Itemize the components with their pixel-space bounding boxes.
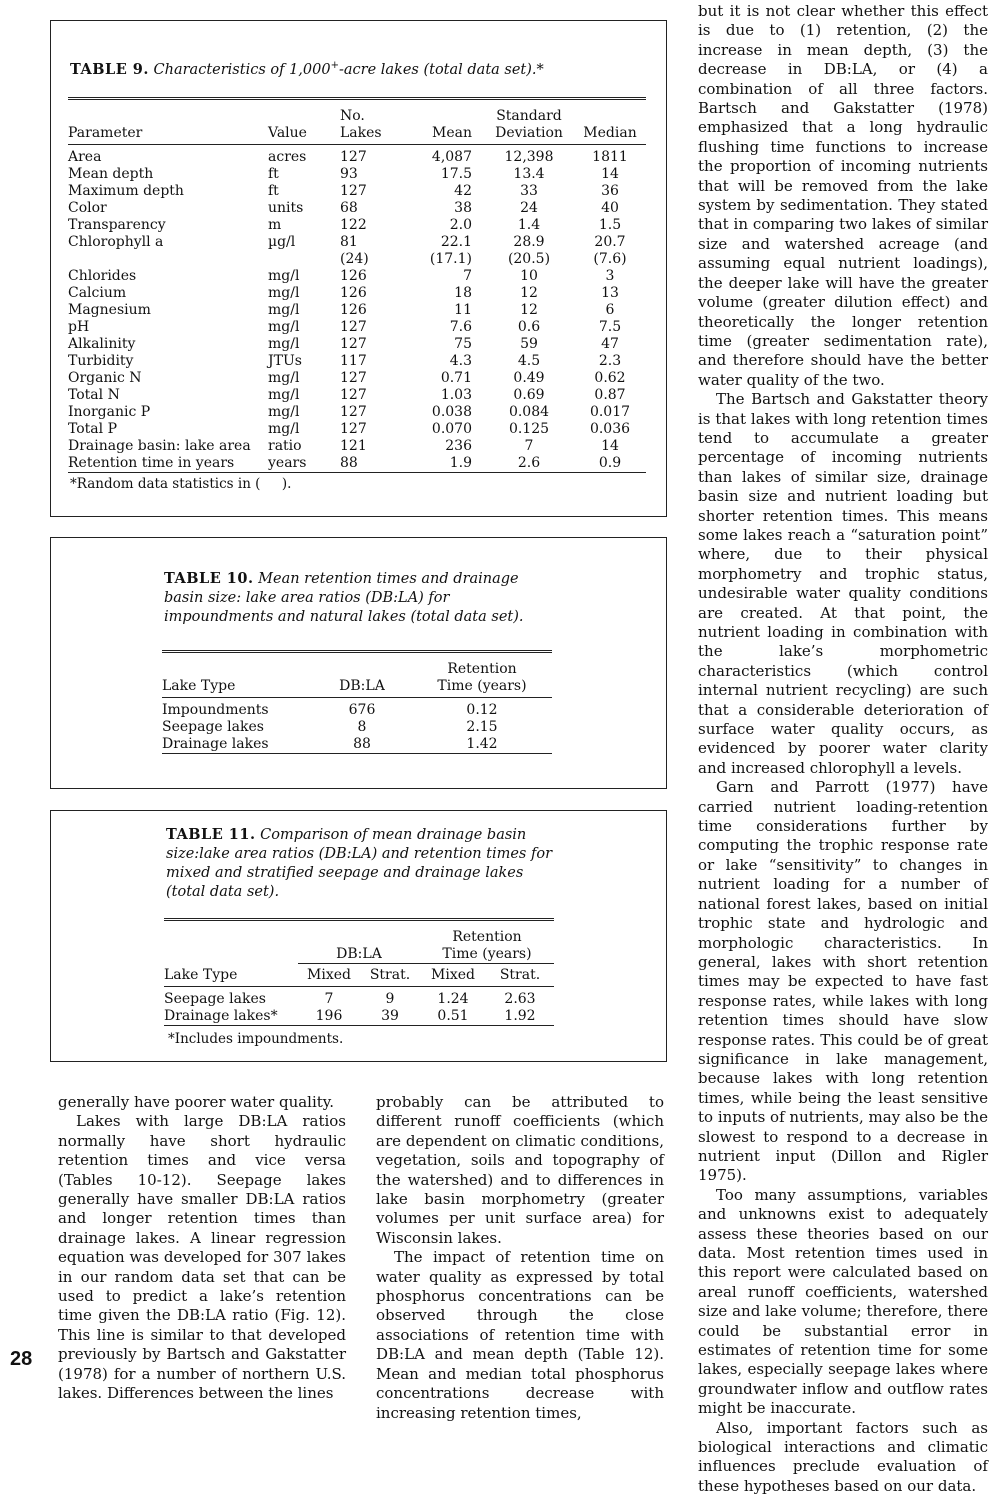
table-cell: 4.5 [517, 353, 541, 369]
table-cell: 9 [385, 991, 395, 1007]
table-cell: 39 [381, 1008, 399, 1024]
table-cell: mg/l [268, 302, 300, 318]
table-cell: 1.5 [598, 217, 622, 233]
table-cell: 1.4 [517, 217, 541, 233]
table-cell: 20.7 [594, 234, 626, 250]
table-cell: 127 [340, 149, 367, 165]
table-cell: 40 [601, 200, 619, 216]
table-cell: Alkalinity [68, 336, 136, 352]
table-cell: 127 [340, 404, 367, 420]
table-11 [164, 918, 554, 1026]
table-row [68, 251, 646, 268]
table-row [68, 285, 646, 302]
table-cell: 121 [340, 438, 367, 454]
paragraph: Also, important factors such as biological interactions and climatic influences preclude evaluation of these hypotheses based on our data. [698, 1418, 988, 1495]
table-cell: acres [268, 149, 307, 165]
table-9-footnote: *Random data statistics in ( ). [70, 476, 292, 492]
table-cell: Organic N [68, 370, 142, 386]
paragraph: probably can be attributed to different runoff coefficients (which are dependent on climatic conditions, vegetation, soils and topography of the watershed) and to differences in lake basin morphometry (greater volumes per unit surface area) for Wisconsin lakes. [376, 1093, 664, 1247]
table-cell: 0.070 [431, 421, 472, 437]
table-row [68, 183, 646, 200]
table-row [68, 234, 646, 251]
table-row [164, 987, 554, 1009]
table-cell: 127 [340, 370, 367, 386]
table-cell [268, 251, 340, 268]
table-cell: 1.03 [440, 387, 472, 403]
table-cell: years [268, 455, 307, 471]
table-cell: 3 [605, 268, 615, 284]
table-cell: Mean depth [68, 166, 154, 182]
table-row [68, 217, 646, 234]
table-cell: 0.49 [513, 370, 545, 386]
table-cell: 6 [605, 302, 615, 318]
text-column-1 [58, 1093, 346, 1404]
table-cell: 7.6 [449, 319, 472, 335]
table-cell: Seepage lakes [164, 991, 266, 1007]
table-cell: Chlorides [68, 268, 137, 284]
table-cell: Magnesium [68, 302, 151, 318]
table-cell: mg/l [268, 336, 300, 352]
table-cell: 12 [520, 285, 538, 301]
table-cell: 59 [520, 336, 538, 352]
table-cell: JTUs [268, 353, 302, 369]
table-cell: Retention time in years [68, 455, 235, 471]
table-cell: 81 [340, 234, 358, 250]
table-cell: 7 [324, 991, 334, 1007]
table-cell: 88 [340, 455, 358, 471]
table-cell: ft [268, 183, 279, 199]
table-cell: mg/l [268, 421, 300, 437]
table-cell: 126 [340, 268, 367, 284]
table-cell: Drainage lakes* [164, 1008, 278, 1024]
table-cell: 1.9 [449, 455, 472, 471]
col-header-dbla: DB:LA [339, 678, 385, 694]
table-cell: Calcium [68, 285, 127, 301]
table-cell: Total N [68, 387, 120, 403]
table-cell: 0.125 [508, 421, 550, 437]
table-cell: 127 [340, 183, 367, 199]
table-cell: 126 [340, 302, 367, 318]
table-cell: 0.87 [594, 387, 626, 403]
col-header-retention-2: Time (years) [437, 678, 527, 694]
table-cell: 0.036 [589, 421, 631, 437]
col-header-median: Median [583, 125, 637, 141]
table-cell: 4,087 [431, 149, 472, 165]
table-cell: 0.038 [431, 404, 472, 420]
table-cell: Transparency [68, 217, 166, 233]
table-cell: ft [268, 166, 279, 182]
table-cell: pH [68, 319, 90, 335]
table-row [68, 166, 646, 183]
table-cell: mg/l [268, 387, 300, 403]
table-cell: 2.3 [598, 353, 622, 369]
table-cell: 1.92 [504, 1008, 536, 1024]
col-header-mixed-dbla: Mixed [307, 967, 351, 983]
table-cell: µg/l [268, 234, 296, 250]
table-cell: (7.6) [593, 251, 627, 267]
table-row [68, 387, 646, 404]
paragraph: Garn and Parrott (1977) have carried nutrient loading-retention time considerations further by computing the trophic response rate or lake “sensitivity” to changes in nutrient loading for a number of national forest lakes, based on initial trophic state and hydrologic and morphologic characteristics. In general, lakes with short retention times may be expected to have fast response rates, while lakes with long retention times should have slow response rates. This could be of great significance in lake management, because lakes with long retention times, while being the least sensitive to inputs of nutrients, may also be the slowest to respond to a decrease in nutrient input (Dillon and Rigler 1975). [698, 778, 988, 1185]
table-cell: Impoundments [162, 702, 269, 718]
table-row [164, 1008, 554, 1026]
table-cell: (20.5) [507, 251, 551, 267]
table-cell: 42 [454, 183, 472, 199]
table-cell: Color [68, 200, 107, 216]
table-cell: 12,398 [504, 149, 554, 165]
table-cell: 0.12 [466, 702, 498, 718]
table-11-caption: TABLE 11. Comparison of mean drainage basin size:lake area ratios (DB:LA) and retention times for mixed and stratified seepage and drainage lakes (total data set). [166, 826, 553, 900]
col-header-lake-type: Lake Type [162, 678, 236, 694]
table-cell: 122 [340, 217, 367, 233]
col-header-mixed-ret: Mixed [431, 967, 475, 983]
table-cell: Area [68, 149, 102, 165]
table-row [68, 336, 646, 353]
table-cell: 127 [340, 421, 367, 437]
col-header-sd-2: Deviation [495, 125, 563, 141]
table-row [162, 719, 552, 736]
table-cell: (17.1) [429, 251, 472, 267]
table-cell: mg/l [268, 319, 300, 335]
table-row [162, 698, 552, 720]
table-9-caption: TABLE 9. Characteristics of 1,000+-acre lakes (total data set).* [70, 60, 544, 78]
table-cell: 17.5 [440, 166, 472, 182]
table-cell: mg/l [268, 268, 300, 284]
col-header-strat-dbla: Strat. [369, 967, 411, 983]
table-cell: 2.6 [517, 455, 541, 471]
col-header-lakes-2: Lakes [340, 125, 382, 141]
table-cell: 236 [445, 438, 472, 454]
table-cell: 117 [340, 353, 367, 369]
table-row [68, 404, 646, 421]
table-cell: units [268, 200, 304, 216]
table-cell: 1.24 [437, 991, 469, 1007]
paragraph: The impact of retention time on water quality as expressed by total phosphorus concentrations can be observed through the close associations of retention time with DB:LA and mean depth (Table 12). Mean and median total phosphorus concentrations decrease with increasing retention times, [376, 1248, 664, 1422]
table-cell: 126 [340, 285, 367, 301]
table-cell: 10 [520, 268, 538, 284]
table-cell: 93 [340, 166, 358, 182]
paragraph: generally have poorer water quality. [58, 1093, 335, 1111]
table-row [68, 353, 646, 370]
table-cell: 127 [340, 319, 367, 335]
table-cell: 75 [454, 336, 472, 352]
table-10-caption: TABLE 10. Mean retention times and drainage basin size: lake area ratios (DB:LA) for impoundments and natural lakes (total data set). [164, 570, 524, 625]
table-cell: 196 [315, 1008, 343, 1024]
table-cell: Drainage basin: lake area [68, 438, 251, 454]
table-cell: mg/l [268, 404, 300, 420]
table-cell: 127 [340, 336, 367, 352]
table-cell: 36 [601, 183, 619, 199]
table-cell: 38 [454, 200, 472, 216]
table-cell: 8 [357, 719, 367, 735]
table-cell: 2.63 [504, 991, 536, 1007]
col-header-mean: Mean [432, 125, 472, 141]
table-row [68, 302, 646, 319]
table-cell: 1.42 [466, 736, 498, 752]
table-cell: 14 [601, 438, 619, 454]
table-cell: Maximum depth [68, 183, 184, 199]
table-cell: 14 [601, 166, 619, 182]
col-header-sd-1: Standard [496, 108, 562, 124]
col-header-dbla: DB:LA [298, 946, 420, 964]
table-cell: Drainage lakes [162, 736, 269, 752]
table-cell: 127 [340, 387, 367, 403]
table-cell: mg/l [268, 370, 300, 386]
table-cell: 7 [524, 438, 534, 454]
col-header-value: Value [268, 125, 307, 141]
table-cell: 0.9 [598, 455, 622, 471]
table-cell: 88 [353, 736, 371, 752]
paragraph: Lakes with large DB:LA ratios normally have short hydraulic retention times and vice versa (Tables 10-12). Seepage lakes generally have smaller DB:LA ratios and longer retention times than drainage lakes. A linear regression equation was developed for 307 lakes in our random data set that can be used to predict a lake’s retention time given the DB:LA ratio (Fig. 12). This line is similar to that developed previously by Bartsch and Gakstatter (1978) for a number of northern U.S. lakes. Differences between the lines [58, 1112, 346, 1403]
table-row [68, 319, 646, 336]
text-column-3 [698, 2, 988, 1496]
table-cell: ratio [268, 438, 302, 454]
table-row [68, 200, 646, 217]
col-header-retention-1: Retention [452, 929, 522, 945]
table-cell: Seepage lakes [162, 719, 264, 735]
col-header-retention-1: Retention [447, 661, 517, 677]
table-cell: m [268, 217, 282, 233]
table-cell: 2.0 [449, 217, 472, 233]
col-header-parameter: Parameter [68, 125, 143, 141]
table-cell: 68 [340, 200, 358, 216]
table-cell: 0.69 [513, 387, 545, 403]
table-cell: (24) [340, 251, 369, 267]
table-row [68, 268, 646, 285]
col-header-retention-2: Time (years) [420, 946, 554, 964]
table-cell: 18 [454, 285, 472, 301]
table-cell: 13 [601, 285, 619, 301]
table-cell: Total P [68, 421, 117, 437]
table-cell: 24 [520, 200, 538, 216]
table-cell: 47 [601, 336, 619, 352]
table-cell: 0.62 [594, 370, 626, 386]
col-header-strat-ret: Strat. [499, 967, 541, 983]
paragraph: Too many assumptions, variables and unknowns exist to adequately assess these theories based on our data. Most retention times used in this report were calculated based on areal runoff coefficients, watershed size and lake volume; therefore, there could be substantial error in estimates of retention time for some lakes, especially seepage lakes where groundwater inflow and outflow rates might be inaccurate. [698, 1185, 988, 1418]
col-header-lakes-1: No. [340, 108, 365, 124]
table-cell: 0.017 [589, 404, 631, 420]
table-cell [68, 251, 268, 268]
table-cell: 2.15 [466, 719, 498, 735]
table-cell: 13.4 [513, 166, 545, 182]
table-cell: mg/l [268, 285, 300, 301]
table-row [162, 736, 552, 754]
paragraph: but it is not clear whether this effect is due to (1) retention, (2) the increase in mean depth, (3) the decrease in DB:LA, or (4) a combination of all three factors. Bartsch and Gakstatter (1978) emphasized that a long hydraulic flushing time functions to increase the proportion of incoming nutrients that will be removed from the lake system by sedimentation. They stated that in comparing two lakes of similar size and watershed acreage (and assuming equal nutrient loadings), the deeper lake will have the greater volume (greater dilution effect) and theoretically the longer retention time (greater sedimentation rate), and therefore should have the better water quality of the two. [698, 2, 988, 389]
table-cell: 4.3 [449, 353, 472, 369]
table-cell: 0.084 [508, 404, 550, 420]
table-cell: Turbidity [68, 353, 134, 369]
table-cell: Chlorophyll a [68, 234, 164, 250]
table-row [68, 370, 646, 387]
table-cell: 33 [520, 183, 538, 199]
table-cell: 12 [520, 302, 538, 318]
table-cell: 0.6 [517, 319, 541, 335]
table-cell: 11 [454, 302, 472, 318]
table-cell: 22.1 [440, 234, 472, 250]
table-row [68, 145, 646, 167]
table-cell: 676 [348, 702, 376, 718]
table-11-footnote: *Includes impoundments. [168, 1031, 344, 1047]
page-number: 28 [10, 1348, 33, 1370]
table-9 [68, 97, 646, 473]
table-cell: Inorganic P [68, 404, 151, 420]
table-cell: 7.5 [598, 319, 622, 335]
table-cell: 28.9 [513, 234, 545, 250]
table-10 [162, 650, 552, 754]
col-header-lake-type: Lake Type [164, 967, 238, 983]
table-cell: 0.51 [437, 1008, 469, 1024]
table-row [68, 421, 646, 438]
table-row [68, 455, 646, 473]
table-cell: 0.71 [440, 370, 472, 386]
table-cell: 7 [463, 268, 472, 284]
table-cell: 1811 [592, 149, 628, 165]
table-row [68, 438, 646, 455]
text-column-2 [376, 1093, 664, 1423]
paragraph: The Bartsch and Gakstatter theory is that lakes with long retention times tend to accumulate a greater percentage of incoming nutrients than lakes of similar size, drainage basin size and nutrient loading but shorter retention times. This means some lakes reach a “saturation point” where, due to their physical morphometry and trophic status, undesirable water quality conditions are created. At that point, the nutrient loading in combination with the lake’s morphometric characteristics (which control internal nutrient recycling) are such that a considerable deterioration of surface water quality occurs, as evidenced by poorer water clarity and increased chlorophyll a levels. [698, 390, 988, 777]
